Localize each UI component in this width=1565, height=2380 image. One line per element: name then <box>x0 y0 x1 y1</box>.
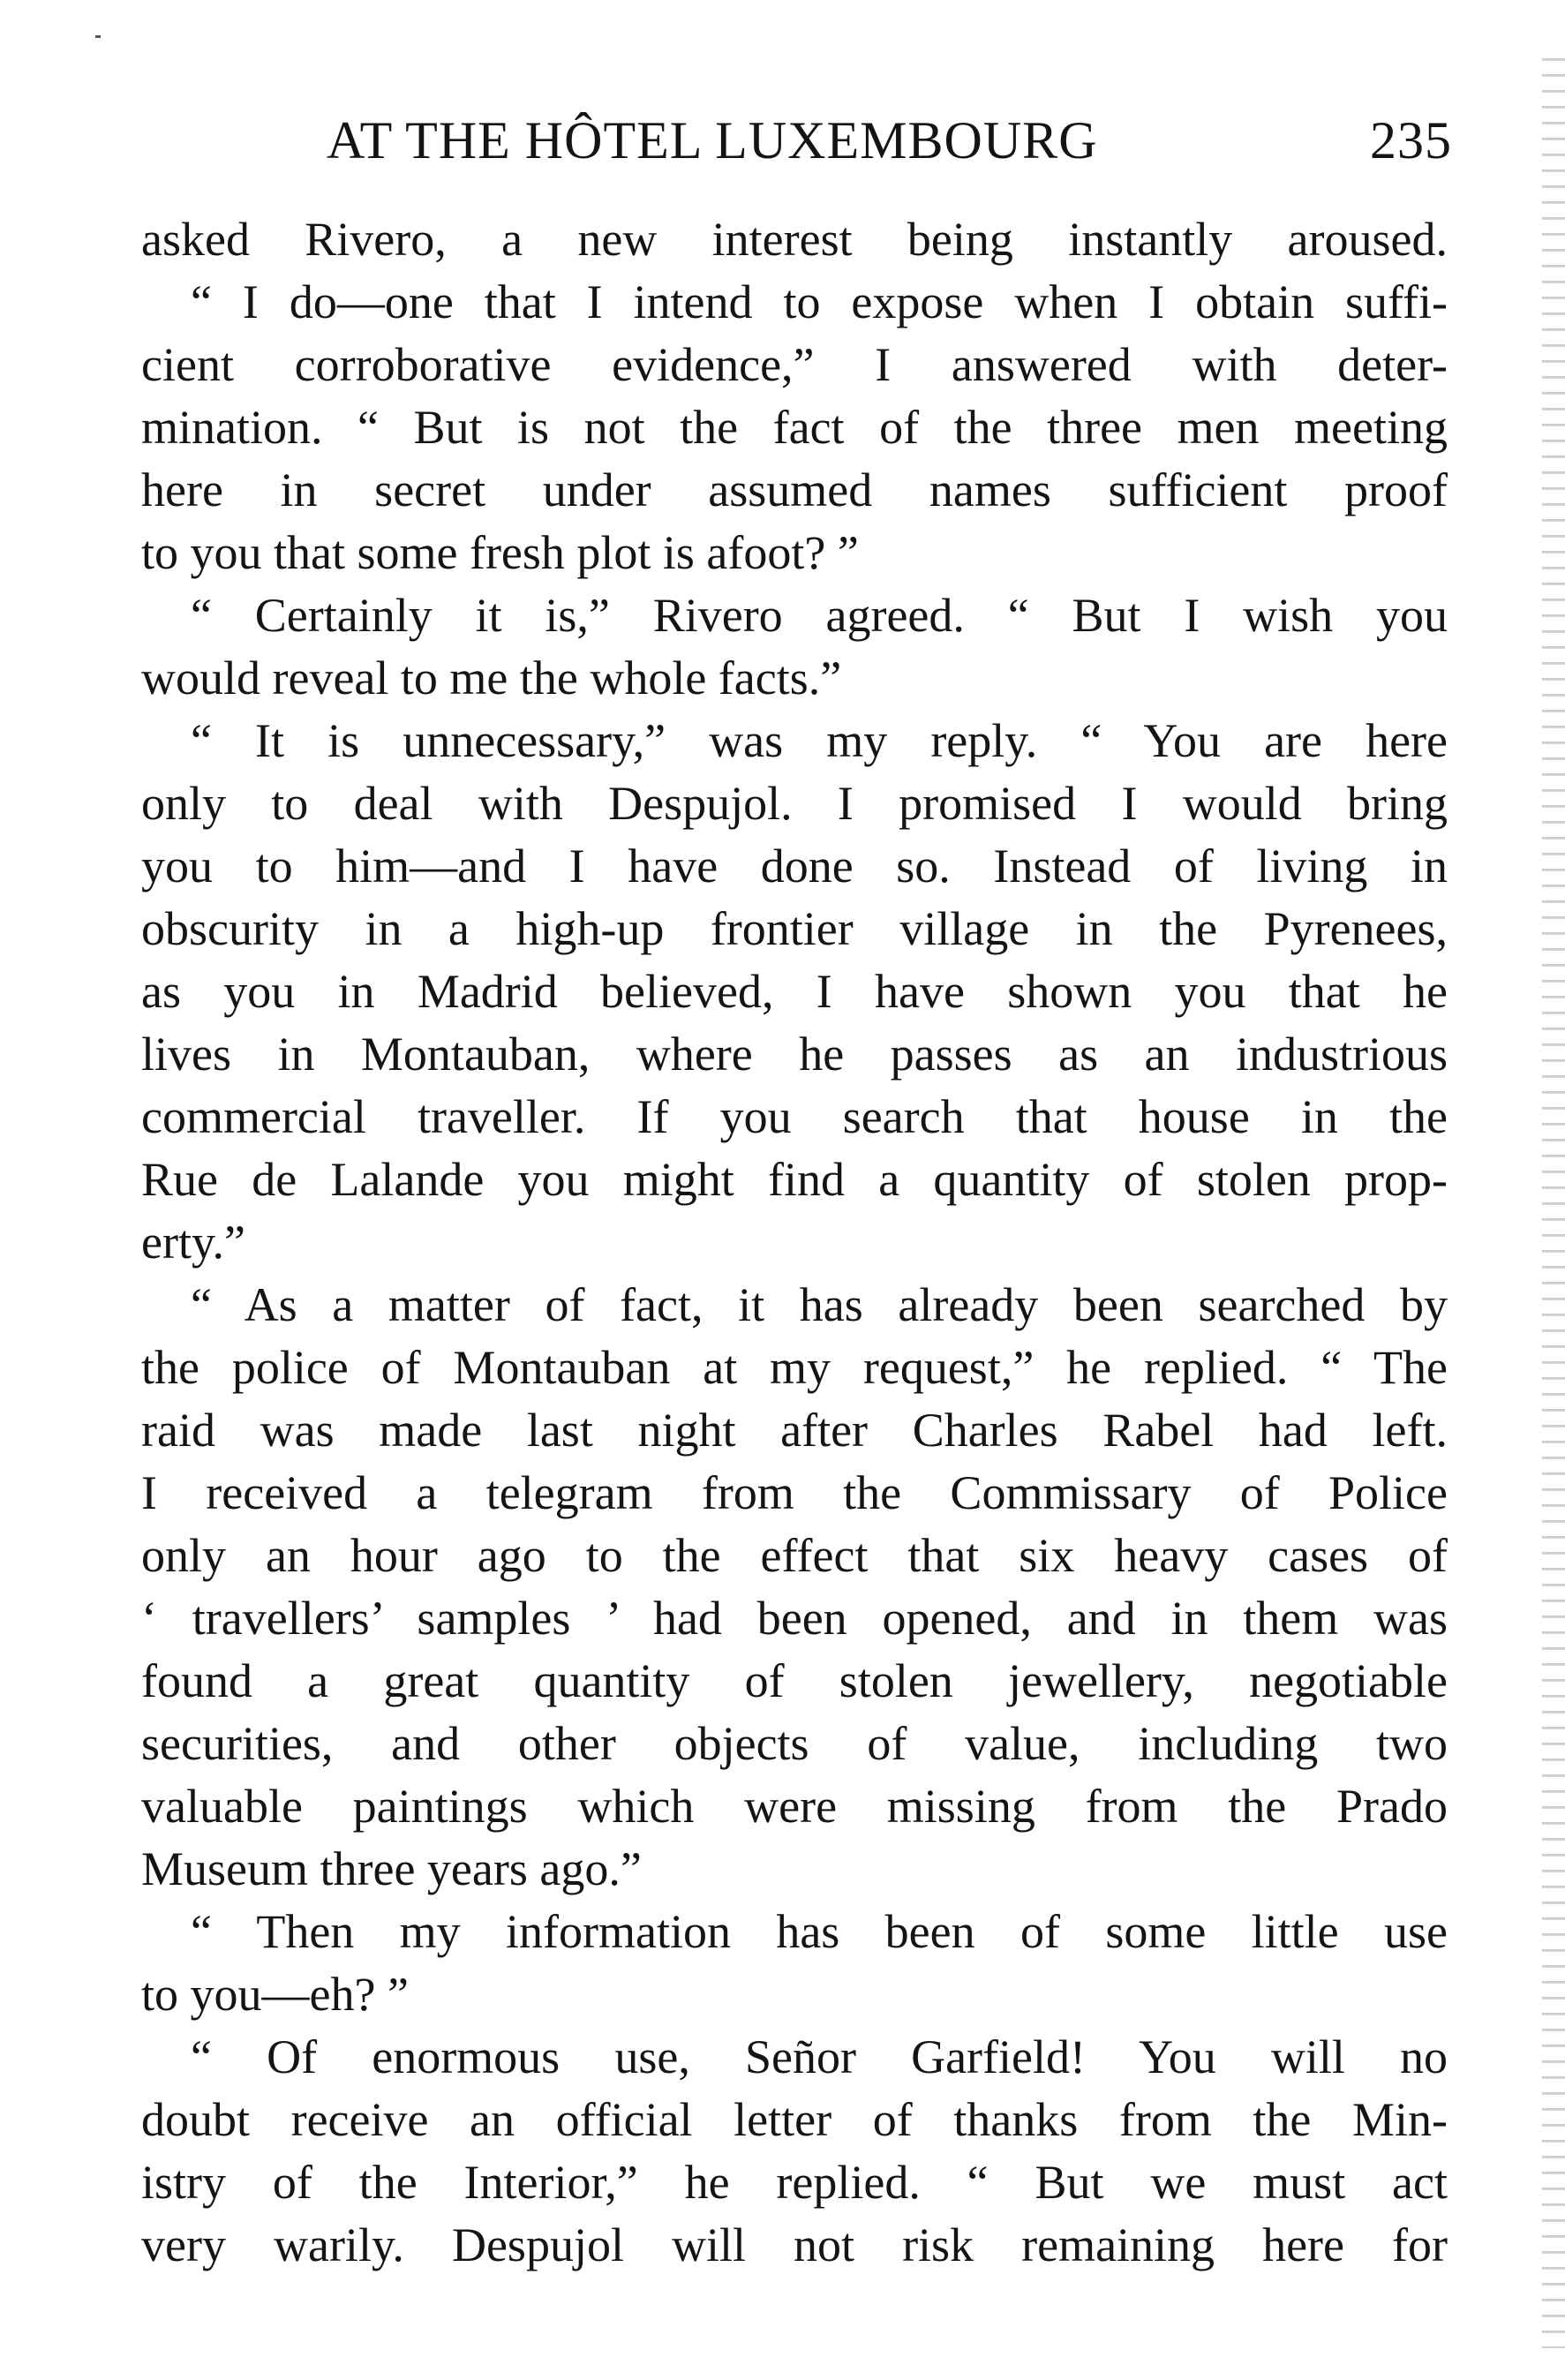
text-line: lives in Montauban, where he passes as an industrious <box>141 1028 1448 1081</box>
text-line: “ Certainly it is,” Rivero agreed. “ But I wish you <box>191 589 1448 642</box>
text-line: the police of Montauban at my request,” he replied. “ The <box>141 1341 1448 1394</box>
text-line: “ Then my information has been of some little use <box>191 1905 1448 1958</box>
text-line: only an hour ago to the effect that six heavy cases of <box>141 1529 1448 1582</box>
text-line: asked Rivero, a new interest being instantly aroused. <box>141 213 1448 266</box>
text-line: erty.” <box>141 1216 245 1269</box>
page-edge-shadow <box>1542 53 1565 2348</box>
text-line: Rue de Lalande you might find a quantity of stolen prop- <box>141 1153 1448 1206</box>
text-line: ‘ travellers’ samples ’ had been opened, and in them was <box>141 1592 1448 1645</box>
text-line: here in secret under assumed names sufficient proof <box>141 463 1448 516</box>
text-line: “ I do—one that I intend to expose when I obtain suffi- <box>191 275 1448 328</box>
page-number: 235 <box>1370 111 1452 169</box>
text-line: to you that some fresh plot is afoot? ” <box>141 526 859 579</box>
text-line: as you in Madrid believed, I have shown you that he <box>141 965 1448 1018</box>
text-line: istry of the Interior,” he replied. “ But we must act <box>141 2156 1448 2209</box>
text-line: I received a telegram from the Commissary of Police <box>141 1466 1448 1519</box>
text-line: only to deal with Despujol. I promised I would bring <box>141 777 1448 830</box>
text-line: “ As a matter of fact, it has already been searched by <box>191 1278 1448 1331</box>
text-line: raid was made last night after Charles Rabel had left. <box>141 1404 1448 1457</box>
text-line: Museum three years ago.” <box>141 1842 642 1895</box>
text-line: commercial traveller. If you search that house in the <box>141 1090 1448 1143</box>
body-text <box>141 208 1448 2277</box>
text-line: found a great quantity of stolen jewellery, negotiable <box>141 1654 1448 1707</box>
text-line: “ Of enormous use, Señor Garfield! You will no <box>191 2030 1448 2083</box>
text-line: very warily. Despujol will not risk remaining here for <box>141 2218 1448 2271</box>
text-line: securities, and other objects of value, including two <box>141 1717 1448 1770</box>
running-head <box>327 110 1452 181</box>
text-line: doubt receive an official letter of thanks from the Min- <box>141 2093 1448 2146</box>
text-line: mination. “ But is not the fact of the three men meeting <box>141 401 1448 454</box>
text-line: cient corroborative evidence,” I answered with deter- <box>141 338 1448 391</box>
text-line: obscurity in a high-up frontier village in the Pyrenees, <box>141 902 1448 955</box>
text-line: you to him—and I have done so. Instead of living in <box>141 840 1448 892</box>
text-line: to you—eh? ” <box>141 1968 409 2021</box>
print-speck <box>95 35 101 38</box>
text-line: valuable paintings which were missing from the Prado <box>141 1780 1448 1833</box>
text-line: “ It is unnecessary,” was my reply. “ You are here <box>191 714 1448 767</box>
running-title: AT THE HÔTEL LUXEMBOURG <box>327 111 1098 169</box>
text-line: would reveal to me the whole facts.” <box>141 651 842 704</box>
